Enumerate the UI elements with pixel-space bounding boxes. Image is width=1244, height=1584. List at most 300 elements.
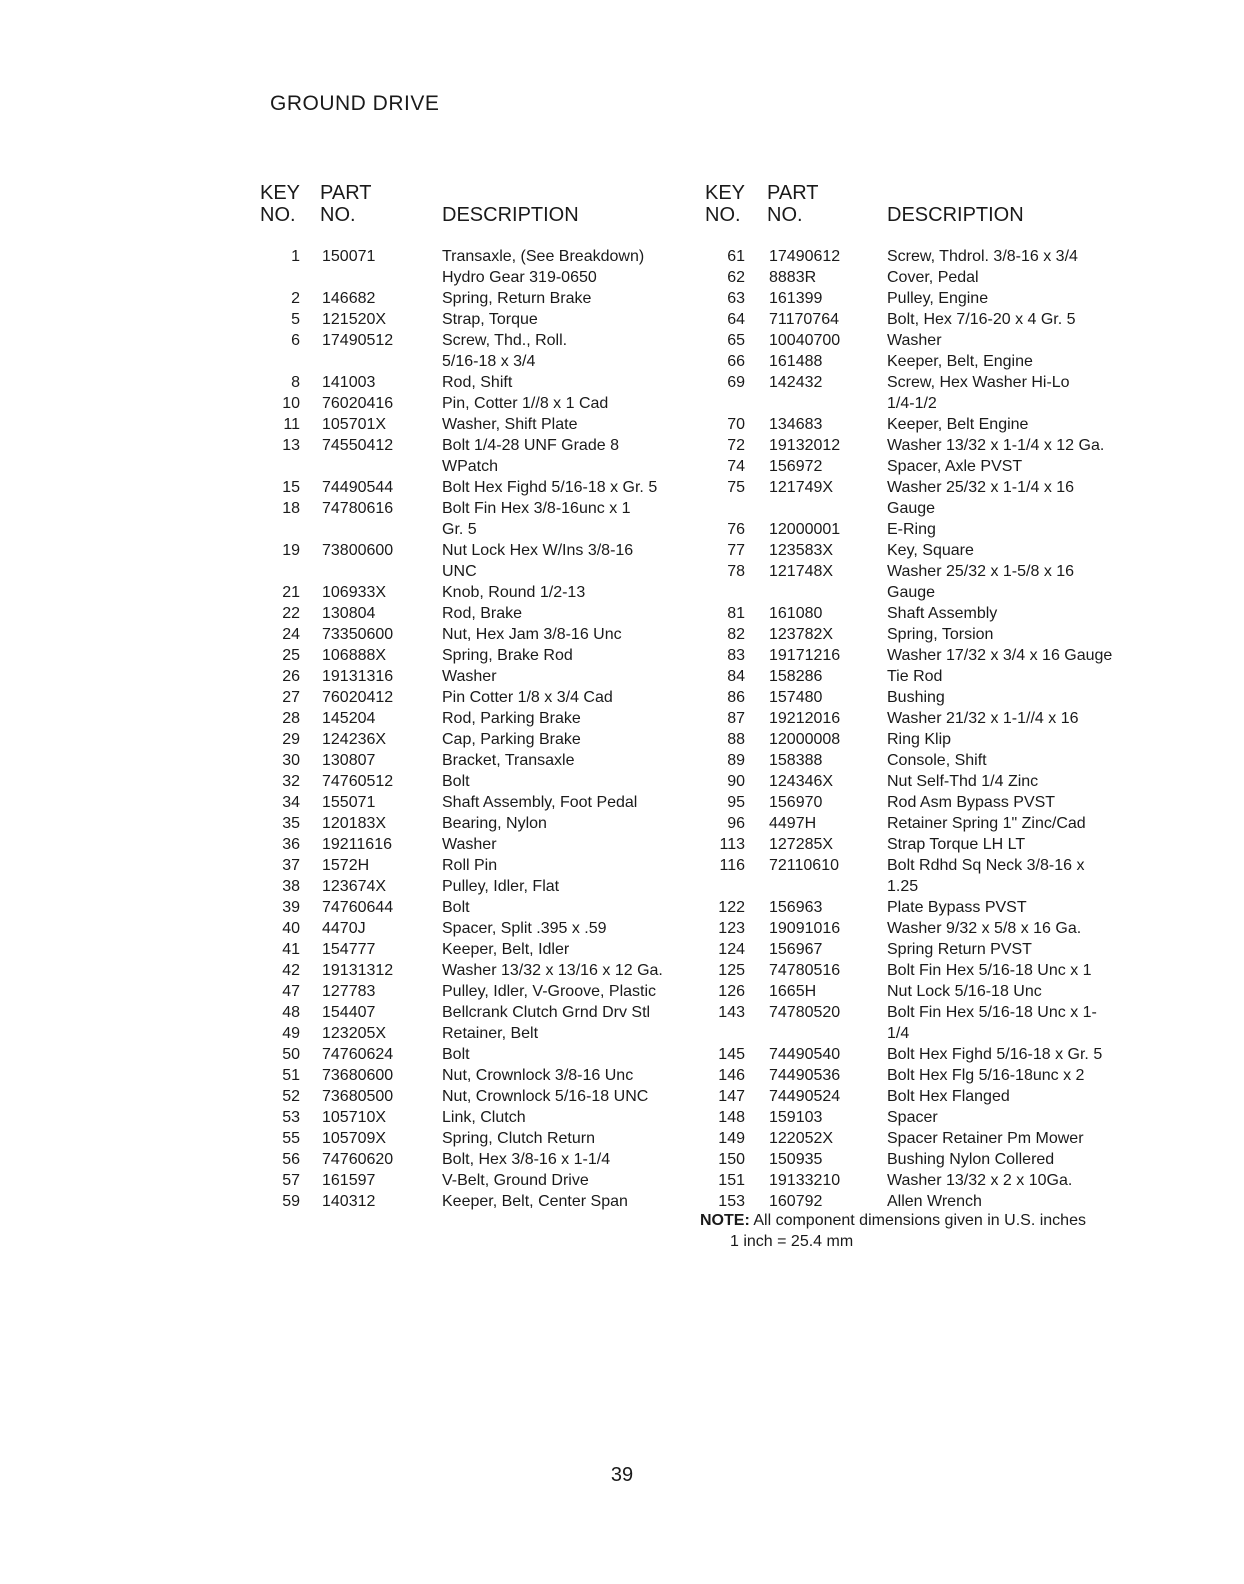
table-row — [260, 918, 680, 939]
part-no-header: PART NO. — [767, 182, 819, 226]
part-number: 141003 — [322, 374, 376, 391]
key-number: 5 — [291, 311, 300, 328]
part-number: 121520X — [322, 311, 387, 328]
key-number: 145 — [718, 1046, 745, 1063]
part-number: 161080 — [769, 605, 823, 622]
part-description: Nut, Crownlock 5/16-18 UNC — [442, 1088, 649, 1105]
part-description: Bolt Fin Hex 5/16-18 Unc x 1 — [887, 962, 1092, 979]
table-row — [260, 645, 680, 666]
part-description: Bushing Nylon Collered — [887, 1151, 1055, 1168]
table-row — [260, 1191, 680, 1212]
part-number: 160792 — [769, 1193, 823, 1210]
table-row — [260, 855, 680, 876]
part-description: Allen Wrench — [887, 1193, 982, 1210]
table-row — [260, 288, 680, 309]
key-number: 74 — [727, 458, 745, 475]
part-number: 74760620 — [322, 1151, 394, 1168]
part-description: Bolt Hex Fighd 5/16-18 x Gr. 5 — [887, 1046, 1103, 1063]
column-header — [260, 180, 680, 246]
part-number: 161488 — [769, 353, 823, 370]
key-number: 1 — [291, 248, 300, 265]
table-row — [705, 1086, 1165, 1107]
part-number: 76020416 — [322, 395, 394, 412]
part-number: 123583X — [769, 542, 834, 559]
key-number: 32 — [282, 773, 300, 790]
part-description: Spring, Return Brake — [442, 290, 592, 307]
key-number: 24 — [282, 626, 300, 643]
table-row — [705, 918, 1165, 939]
table-row — [260, 1023, 680, 1044]
part-description: Tie Rod — [887, 668, 943, 685]
part-number: 150071 — [322, 248, 376, 265]
part-number: 156972 — [769, 458, 823, 475]
note-text: All component dimensions given in U.S. inches — [749, 1212, 1086, 1229]
part-description: V-Belt, Ground Drive — [442, 1172, 589, 1189]
part-number: 74490544 — [322, 479, 394, 496]
part-number: 74490540 — [769, 1046, 841, 1063]
key-number: 8 — [291, 374, 300, 391]
part-description: Shaft Assembly, Foot Pedal — [442, 794, 638, 811]
key-number: 147 — [718, 1088, 745, 1105]
key-number: 48 — [282, 1004, 300, 1021]
part-number: 74490524 — [769, 1088, 841, 1105]
part-number: 127285X — [769, 836, 834, 853]
key-number: 2 — [291, 290, 300, 307]
table-row — [705, 1149, 1165, 1170]
part-number: 8883R — [769, 269, 817, 286]
key-number: 64 — [727, 311, 745, 328]
table-row — [260, 939, 680, 960]
description-header: DESCRIPTION — [887, 204, 1024, 226]
key-number: 49 — [282, 1025, 300, 1042]
part-number: 17490512 — [322, 332, 394, 349]
part-description: Washer 21/32 x 1-1//4 x 16 — [887, 710, 1079, 727]
part-number: 158286 — [769, 668, 823, 685]
description-header: DESCRIPTION — [442, 204, 579, 226]
part-number: 154777 — [322, 941, 376, 958]
part-number: 74490536 — [769, 1067, 841, 1084]
part-description: Pulley, Idler, Flat — [442, 878, 560, 895]
part-number: 74550412 — [322, 437, 394, 454]
table-row — [705, 666, 1165, 687]
part-number: 156970 — [769, 794, 823, 811]
part-description: Nut, Hex Jam 3/8-16 Unc — [442, 626, 622, 643]
part-description: Washer, Shift Plate — [442, 416, 578, 433]
part-number: 161597 — [322, 1172, 376, 1189]
parts-list-right — [705, 246, 1165, 1212]
part-number: 106933X — [322, 584, 387, 601]
table-row — [260, 729, 680, 750]
part-number: 19091016 — [769, 920, 841, 937]
page-number: 39 — [610, 1464, 634, 1486]
part-description: Key, Square — [887, 542, 974, 559]
part-description: Cap, Parking Brake — [442, 731, 581, 748]
part-description: Rod, Brake — [442, 605, 523, 622]
key-number: 61 — [727, 248, 745, 265]
part-number: 1572H — [322, 857, 370, 874]
part-description: Pulley, Idler, V-Groove, Plastic — [442, 983, 657, 1000]
part-number: 156963 — [769, 899, 823, 916]
table-row — [705, 729, 1165, 750]
part-number: 124346X — [769, 773, 834, 790]
part-number: 19131312 — [322, 962, 394, 979]
key-number: 151 — [718, 1172, 745, 1189]
key-number: 116 — [719, 857, 745, 874]
part-number: 121748X — [769, 563, 834, 580]
key-number: 148 — [718, 1109, 745, 1126]
table-row — [705, 1044, 1165, 1065]
key-number: 125 — [718, 962, 745, 979]
key-no-header: KEY NO. — [260, 182, 301, 226]
key-number: 6 — [291, 332, 300, 349]
table-row — [260, 603, 680, 624]
part-description: E-Ring — [887, 521, 936, 538]
table-row — [705, 792, 1165, 813]
part-description: Spring, Clutch Return — [442, 1130, 595, 1147]
key-number: 150 — [718, 1151, 745, 1168]
part-number: 73680600 — [322, 1067, 394, 1084]
key-number: 123 — [718, 920, 745, 937]
table-row — [260, 1128, 680, 1149]
key-number: 96 — [727, 815, 745, 832]
part-number: 19131316 — [322, 668, 394, 685]
key-number: 59 — [282, 1193, 300, 1210]
part-description: Spacer — [887, 1109, 938, 1126]
table-row — [260, 876, 680, 897]
part-number: 150935 — [769, 1151, 823, 1168]
key-number: 113 — [719, 836, 745, 853]
table-row — [260, 666, 680, 687]
part-number: 130804 — [322, 605, 376, 622]
key-number: 13 — [282, 437, 300, 454]
part-description: Keeper, Belt, Engine — [887, 353, 1033, 370]
part-number: 4497H — [769, 815, 817, 832]
table-row — [260, 246, 680, 288]
part-number: 154407 — [322, 1004, 376, 1021]
part-number: 140312 — [322, 1193, 376, 1210]
table-row — [705, 1107, 1165, 1128]
part-number: 74780520 — [769, 1004, 841, 1021]
table-row — [705, 456, 1165, 477]
part-number: 17490612 — [769, 248, 841, 265]
part-description: Washer 13/32 x 2 x 10Ga. — [887, 1172, 1073, 1189]
table-row — [260, 792, 680, 813]
part-number: 1665H — [769, 983, 817, 1000]
table-row — [260, 708, 680, 729]
key-number: 11 — [283, 416, 300, 433]
page-title: GROUND DRIVE — [270, 92, 440, 115]
table-row — [705, 750, 1165, 771]
key-number: 30 — [282, 752, 300, 769]
table-row — [705, 561, 1165, 603]
part-number: 155071 — [322, 794, 376, 811]
table-row — [705, 855, 1165, 897]
part-description: Strap, Torque — [442, 311, 538, 328]
part-description: Ring Klip — [887, 731, 952, 748]
table-row — [260, 1170, 680, 1191]
key-number: 51 — [282, 1067, 300, 1084]
table-row — [260, 960, 680, 981]
key-number: 126 — [718, 983, 745, 1000]
table-row — [705, 435, 1165, 456]
table-row — [705, 519, 1165, 540]
part-number: 121749X — [769, 479, 834, 496]
part-description: Link, Clutch — [442, 1109, 526, 1126]
table-row — [705, 960, 1165, 981]
part-description: Washer 13/32 x 1-1/4 x 12 Ga. — [887, 437, 1105, 454]
key-number: 21 — [282, 584, 300, 601]
key-number: 50 — [282, 1046, 300, 1063]
key-number: 62 — [727, 269, 745, 286]
table-row — [705, 834, 1165, 855]
table-row — [260, 1149, 680, 1170]
table-row — [260, 477, 680, 498]
table-row — [705, 1191, 1165, 1212]
part-description: Spring, Torsion — [887, 626, 994, 643]
key-number: 84 — [727, 668, 745, 685]
part-description: Nut Lock 5/16-18 Unc — [887, 983, 1042, 1000]
key-number: 10 — [282, 395, 300, 412]
part-description: Screw, Hex Washer Hi-Lo 1/4-1/2 — [887, 374, 1070, 412]
key-number: 37 — [282, 857, 300, 874]
key-number: 66 — [727, 353, 745, 370]
part-description: Cover, Pedal — [887, 269, 979, 286]
table-row — [260, 750, 680, 771]
table-row — [705, 414, 1165, 435]
table-row — [705, 708, 1165, 729]
key-number: 77 — [727, 542, 745, 559]
key-number: 25 — [282, 647, 300, 664]
key-number: 78 — [727, 563, 745, 580]
part-description: Bolt 1/4-28 UNF Grade 8 WPatch — [442, 437, 619, 475]
part-description: Bolt Hex Fighd 5/16-18 x Gr. 5 — [442, 479, 658, 496]
part-number: 157480 — [769, 689, 823, 706]
part-description: Bolt — [442, 1046, 470, 1063]
part-description: Bolt — [442, 773, 470, 790]
table-row — [260, 1086, 680, 1107]
part-number: 74760512 — [322, 773, 394, 790]
part-number: 73680500 — [322, 1088, 394, 1105]
parts-column-right — [705, 180, 1165, 1212]
part-description: Bearing, Nylon — [442, 815, 547, 832]
column-header — [705, 180, 1165, 246]
part-description: Rod, Shift — [442, 374, 513, 391]
part-description: Console, Shift — [887, 752, 987, 769]
table-row — [260, 624, 680, 645]
table-row — [705, 1065, 1165, 1086]
table-row — [705, 1128, 1165, 1149]
part-description: Bolt Fin Hex 5/16-18 Unc x 1- 1/4 — [887, 1004, 1097, 1042]
part-description: Spring, Brake Rod — [442, 647, 573, 664]
table-row — [260, 1002, 680, 1023]
part-number: 73800600 — [322, 542, 394, 559]
key-number: 146 — [718, 1067, 745, 1084]
key-number: 143 — [718, 1004, 745, 1021]
key-number: 53 — [282, 1109, 300, 1126]
part-description: Retainer Spring 1" Zinc/Cad — [887, 815, 1086, 832]
part-description: Roll Pin — [442, 857, 498, 874]
part-number: 71170764 — [769, 311, 839, 328]
table-row — [705, 372, 1165, 414]
table-row — [705, 246, 1165, 267]
key-number: 88 — [727, 731, 745, 748]
table-row — [260, 435, 680, 477]
part-description: Pin, Cotter 1//8 x 1 Cad — [442, 395, 609, 412]
dimension-note — [700, 1210, 1086, 1252]
part-description: Keeper, Belt, Idler — [442, 941, 570, 958]
part-number: 122052X — [769, 1130, 834, 1147]
part-number: 19132012 — [769, 437, 841, 454]
part-number: 127783 — [322, 983, 376, 1000]
key-number: 57 — [282, 1172, 300, 1189]
part-number: 19133210 — [769, 1172, 841, 1189]
part-description: Nut Self-Thd 1/4 Zinc — [887, 773, 1039, 790]
table-row — [260, 897, 680, 918]
table-row — [705, 771, 1165, 792]
part-description: Bolt — [442, 899, 470, 916]
key-number: 36 — [282, 836, 300, 853]
table-row — [705, 351, 1165, 372]
table-row — [260, 372, 680, 393]
table-row — [260, 393, 680, 414]
part-description: Bolt, Hex 3/8-16 x 1-1/4 — [442, 1151, 611, 1168]
part-description: Bolt Rdhd Sq Neck 3/8-16 x 1.25 — [887, 857, 1085, 895]
part-description: Pin Cotter 1/8 x 3/4 Cad — [442, 689, 613, 706]
part-description: Nut, Crownlock 3/8-16 Unc — [442, 1067, 634, 1084]
part-description: Nut Lock Hex W/Ins 3/8-16 UNC — [442, 542, 634, 580]
table-row — [705, 267, 1165, 288]
part-description: Strap Torque LH LT — [887, 836, 1026, 853]
key-number: 83 — [727, 647, 745, 664]
parts-list-left — [260, 246, 680, 1212]
part-number: 76020412 — [322, 689, 394, 706]
part-description: Washer — [442, 668, 497, 685]
table-row — [260, 813, 680, 834]
key-number: 40 — [282, 920, 300, 937]
table-row — [260, 834, 680, 855]
table-row — [705, 687, 1165, 708]
part-description: Keeper, Belt, Center Span — [442, 1193, 628, 1210]
table-row — [260, 687, 680, 708]
table-row — [705, 645, 1165, 666]
note-conversion: 1 inch = 25.4 mm — [730, 1233, 854, 1250]
part-number: 159103 — [769, 1109, 823, 1126]
part-number: 142432 — [769, 374, 823, 391]
key-number: 34 — [282, 794, 300, 811]
part-number: 130807 — [322, 752, 376, 769]
parts-column-left — [260, 180, 680, 1212]
part-number: 74760644 — [322, 899, 394, 916]
table-row — [705, 603, 1165, 624]
part-description: Spacer Retainer Pm Mower — [887, 1130, 1084, 1147]
key-number: 69 — [727, 374, 745, 391]
part-description: Bracket, Transaxle — [442, 752, 575, 769]
table-row — [705, 897, 1165, 918]
key-number: 149 — [718, 1130, 745, 1147]
part-description: Transaxle, (See Breakdown) Hydro Gear 319-0650 — [442, 248, 645, 286]
part-no-header: PART NO. — [320, 182, 372, 226]
table-row — [260, 498, 680, 540]
table-row — [260, 1044, 680, 1065]
table-row — [705, 477, 1165, 519]
key-number: 47 — [282, 983, 300, 1000]
key-number: 15 — [282, 479, 300, 496]
part-number: 156967 — [769, 941, 823, 958]
part-number: 145204 — [322, 710, 376, 727]
key-number: 19 — [282, 542, 300, 559]
key-number: 82 — [727, 626, 745, 643]
part-description: Washer — [887, 332, 942, 349]
part-number: 19212016 — [769, 710, 841, 727]
part-description: Knob, Round 1/2-13 — [442, 584, 586, 601]
part-description: Shaft Assembly — [887, 605, 998, 622]
part-number: 74780516 — [769, 962, 841, 979]
table-row — [260, 540, 680, 582]
part-description: Spacer, Split .395 x .59 — [442, 920, 607, 937]
part-number: 10040700 — [769, 332, 841, 349]
part-description: Keeper, Belt Engine — [887, 416, 1029, 433]
part-number: 120183X — [322, 815, 387, 832]
key-number: 65 — [727, 332, 745, 349]
part-number: 123205X — [322, 1025, 387, 1042]
table-row — [705, 813, 1165, 834]
part-description: Washer 13/32 x 13/16 x 12 Ga. — [442, 962, 663, 979]
table-row — [260, 1065, 680, 1086]
key-number: 27 — [282, 689, 300, 706]
table-row — [260, 330, 680, 372]
key-number: 56 — [282, 1151, 300, 1168]
part-number: 106888X — [322, 647, 387, 664]
part-number: 124236X — [322, 731, 387, 748]
part-description: Washer 9/32 x 5/8 x 16 Ga. — [887, 920, 1082, 937]
part-description: Screw, Thdrol. 3/8-16 x 3/4 — [887, 248, 1078, 265]
part-number: 105701X — [322, 416, 387, 433]
part-number: 105709X — [322, 1130, 387, 1147]
key-number: 63 — [727, 290, 745, 307]
key-number: 52 — [282, 1088, 300, 1105]
key-number: 41 — [282, 941, 300, 958]
table-row — [260, 414, 680, 435]
key-no-header: KEY NO. — [705, 182, 746, 226]
part-description: Rod, Parking Brake — [442, 710, 581, 727]
part-description: Washer 25/32 x 1-5/8 x 16 Gauge — [887, 563, 1075, 601]
part-description: Bolt Hex Flg 5/16-18unc x 2 — [887, 1067, 1085, 1084]
part-number: 12000008 — [769, 731, 841, 748]
part-description: Bolt Fin Hex 3/8-16unc x 1 Gr. 5 — [442, 500, 631, 538]
part-description: Spring Return PVST — [887, 941, 1032, 958]
part-description: Washer 25/32 x 1-1/4 x 16 Gauge — [887, 479, 1075, 517]
key-number: 22 — [282, 605, 300, 622]
table-row — [260, 1107, 680, 1128]
part-description: Plate Bypass PVST — [887, 899, 1027, 916]
part-number: 73350600 — [322, 626, 394, 643]
key-number: 90 — [727, 773, 745, 790]
key-number: 42 — [282, 962, 300, 979]
key-number: 70 — [727, 416, 745, 433]
key-number: 122 — [718, 899, 745, 916]
part-number: 158388 — [769, 752, 823, 769]
table-row — [705, 624, 1165, 645]
table-row — [705, 309, 1165, 330]
key-number: 95 — [727, 794, 745, 811]
part-number: 12000001 — [769, 521, 841, 538]
table-row — [705, 981, 1165, 1002]
part-description: Spacer, Axle PVST — [887, 458, 1023, 475]
table-row — [705, 330, 1165, 351]
part-number: 123674X — [322, 878, 387, 895]
table-row — [260, 981, 680, 1002]
part-number: 146682 — [322, 290, 376, 307]
